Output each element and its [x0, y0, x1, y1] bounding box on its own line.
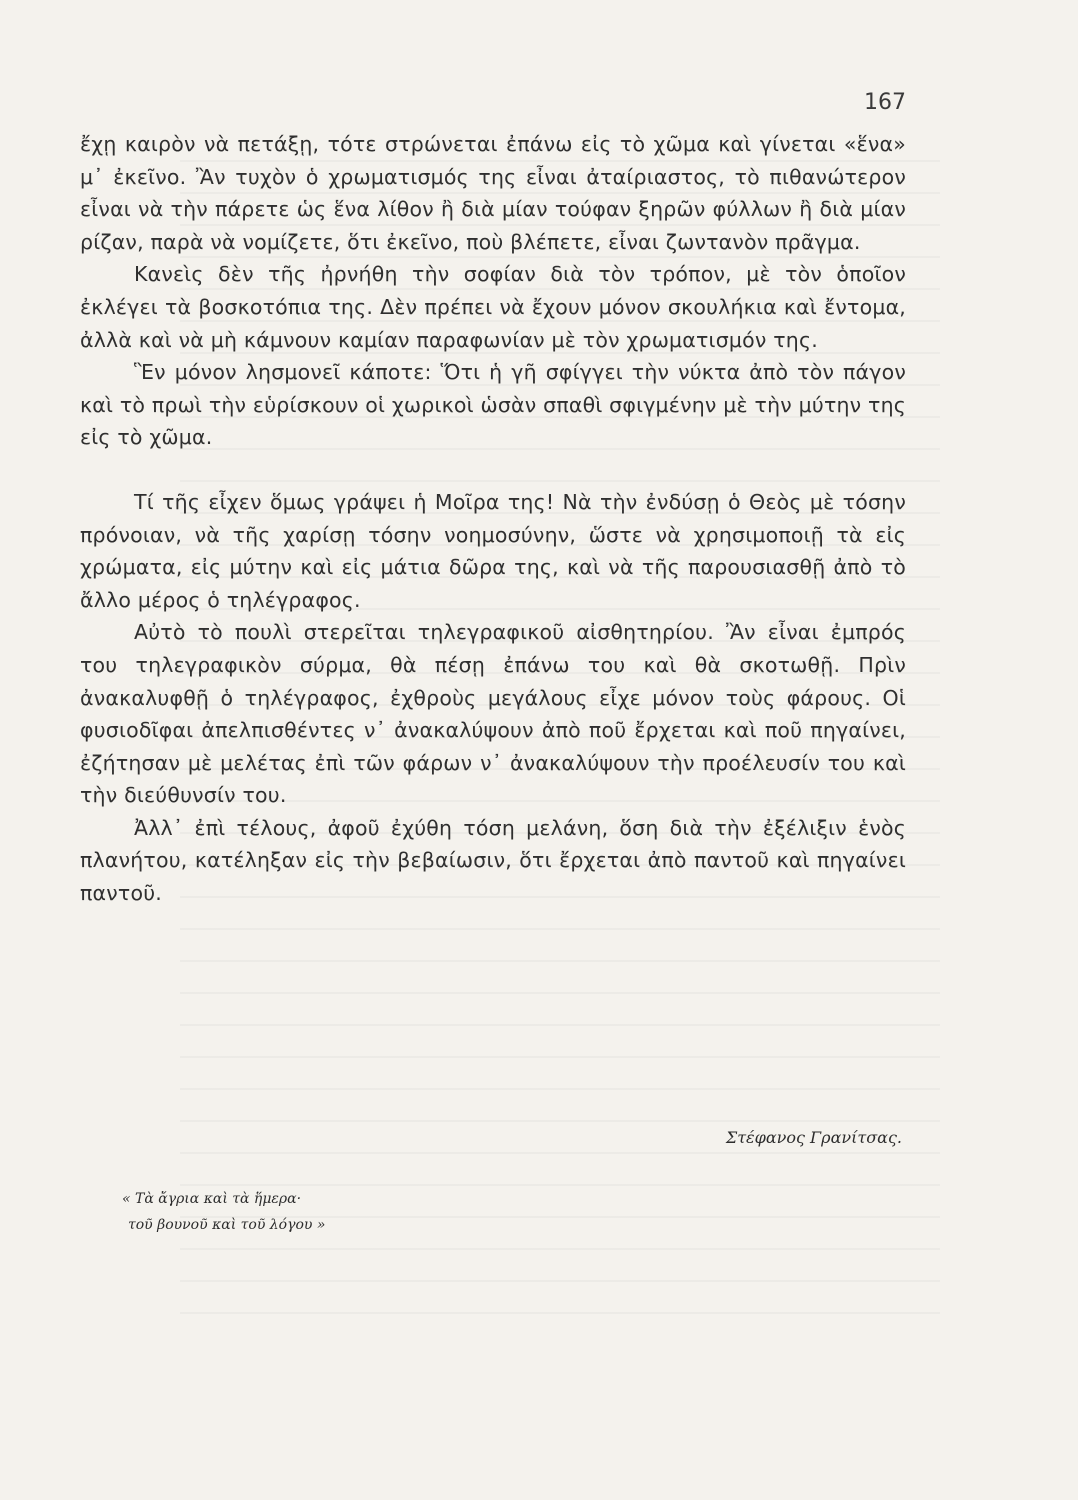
- paragraph-1: ἔχῃ καιρὸν νὰ πετάξῃ, τότε στρώνεται ἐπάνω εἰς τὸ χῶμα καὶ γίνεται «ἕνα» μ᾽ ἐκεῖνο. Ἂν τυχὸν ὁ χρωματισμός της εἶναι ἀταίριαστος, τὸ πιθανώτερον εἶναι νὰ τὴν πάρετε ὡς ἕνα λίθον ἢ διὰ μίαν τούφαν ξηρῶν φύλλων ἢ διὰ μίαν ρίζαν, παρὰ νὰ νομίζετε, ὅτι ἐκεῖνο, ποὺ βλέπετε, εἶναι ζωντανὸν πρᾶγμα.: [80, 132, 906, 254]
- paragraph-5: Αὐτὸ τὸ πουλὶ στερεῖται τηλεγραφικοῦ αἰσθητηρίου. Ἂν εἶναι ἐμπρός του τηλεγραφικὸν σύρμα, θὰ πέσῃ ἐπάνω του καὶ θὰ σκοτωθῇ. Πρὶν ἀνακαλυφθῇ ὁ τηλέγραφος, ἐχθροὺς μεγάλους εἶχε μόνον τοὺς φάρους. Οἱ φυσιοδῖφαι ἀπελπισθέντες ν᾽ ἀνακαλύψουν ἀπὸ ποῦ ἔρχεται καὶ ποῦ πηγαίνει, ἐζήτησαν μὲ μελέτας ἐπὶ τῶν φάρων ν᾽ ἀνακαλύψουν τὴν προέλευσίν του καὶ τὴν διεύθυνσίν του.: [80, 620, 906, 808]
- paragraph-3: Ἓν μόνον λησμονεῖ κάποτε: Ὅτι ἡ γῆ σφίγγει τὴν νύκτα ἀπὸ τὸν πάγον καὶ τὸ πρωὶ τὴν εὑρίσκουν οἱ χωρικοὶ ὡσὰν σπαθὶ σφιγμένην μὲ τὴν μύτην της εἰς τὸ χῶμα.: [80, 360, 907, 450]
- page-number: 167: [864, 90, 906, 115]
- paragraph-4: Τί τῆς εἶχεν ὅμως γράψει ἡ Μοῖρα της! Νὰ τὴν ἐνδύσῃ ὁ Θεὸς μὲ τόσην πρόνοιαν, νὰ τῆς χαρίσῃ τόσην νοημοσύνην, ὥστε νὰ χρησιμοποιῇ τὰ εἰς χρώματα, εἰς μύτην καὶ εἰς μάτια δῶρα της, καὶ νὰ τῆς παρουσιασθῇ ἀπὸ τὸ ἄλλο μέρος ὁ τηλέγραφος.: [80, 489, 906, 612]
- paragraph-6: Ἀλλ᾽ ἐπὶ τέλους, ἀφοῦ ἐχύθη τόση μελάνη, ὅση διὰ τὴν ἐξέλιξιν ἑνὸς πλανήτου, κατέληξαν εἰς τὴν βεβαίωσιν, ὅτι ἔρχεται ἀπὸ παντοῦ καὶ πηγαίνει παντοῦ.: [80, 815, 906, 906]
- article-body: [80, 128, 906, 910]
- paragraph-2: Κανεὶς δὲν τῆς ἠρνήθη τὴν σοφίαν διὰ τὸν τρόπον, μὲ τὸν ὁποῖον ἐκλέγει τὰ βοσκοτόπια της. Δὲν πρέπει νὰ ἔχουν μόνον σκουλήκια καὶ ἔντομα, ἀλλὰ καὶ νὰ μὴ κάμνουν καμίαν παραφωνίαν μὲ τὸν χρωματισμόν της.: [80, 262, 906, 352]
- source-line-1: « Τὰ ἄγρια καὶ τὰ ἥμερα·: [122, 1191, 302, 1207]
- source-line-2: τοῦ βουνοῦ καὶ τοῦ λόγου »: [128, 1217, 326, 1233]
- author-signature: Στέφανος Γρανίτσας.: [725, 1128, 902, 1147]
- source-citation: [122, 1186, 325, 1238]
